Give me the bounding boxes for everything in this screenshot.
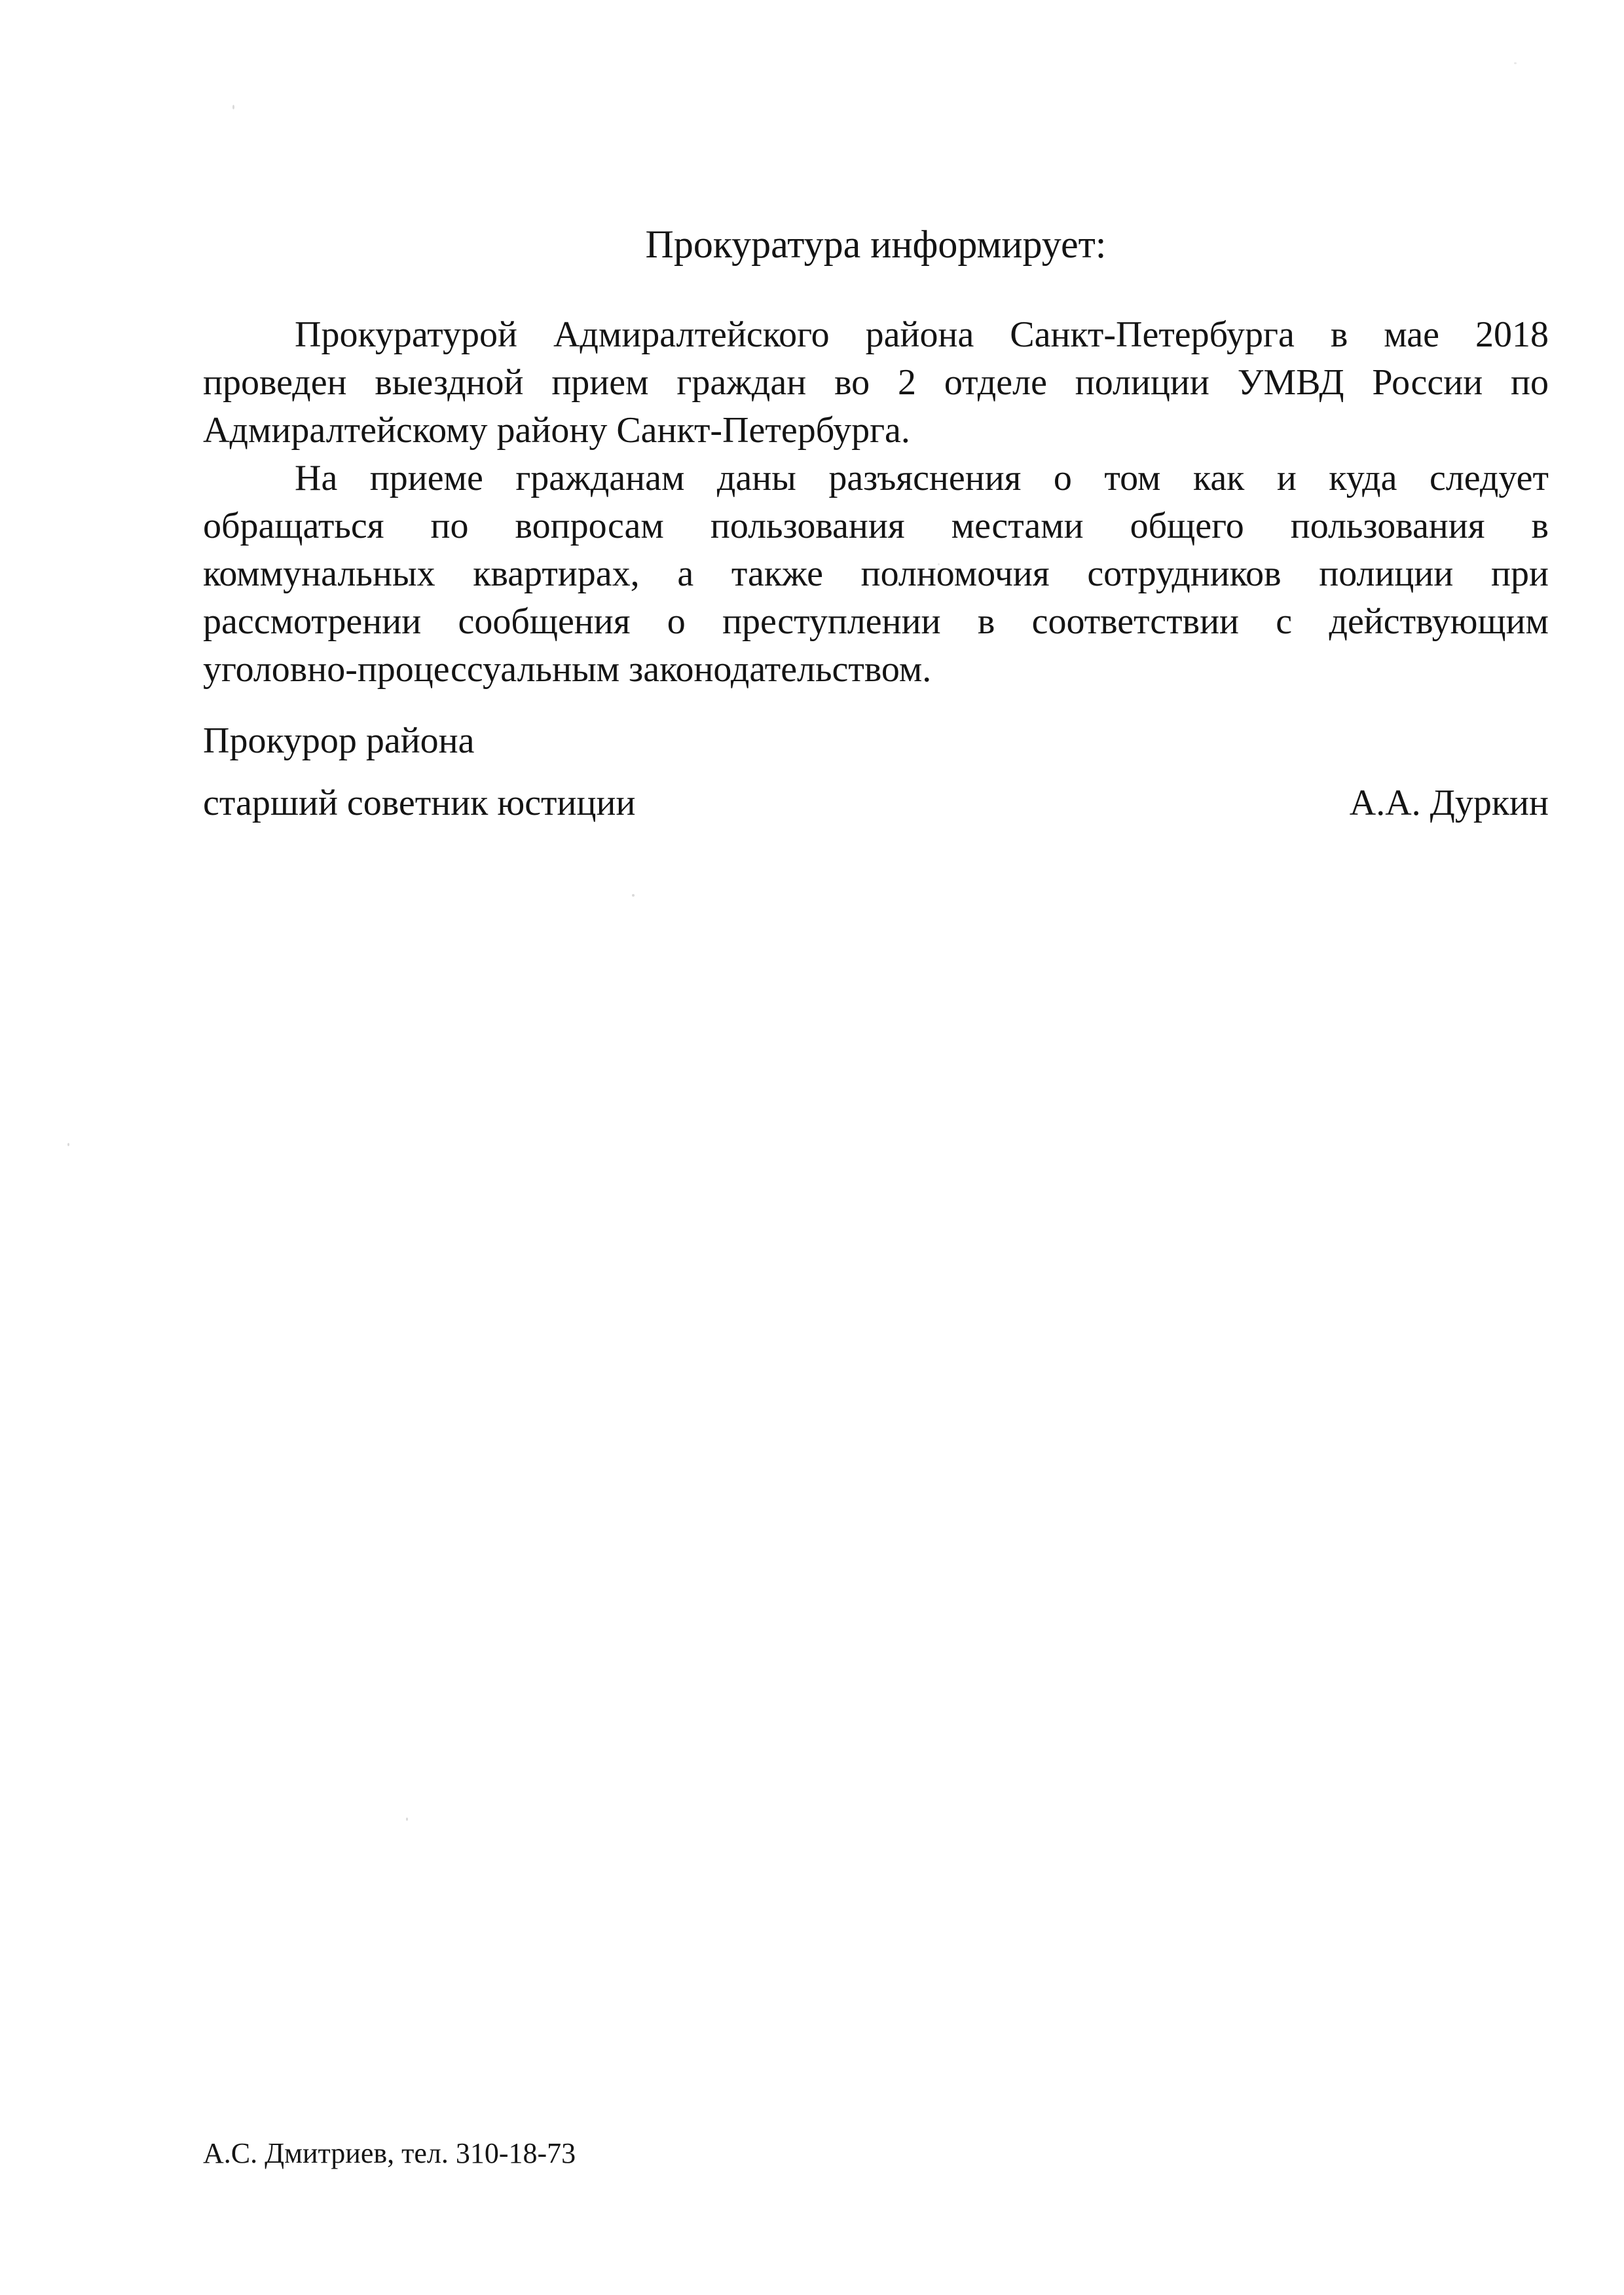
paragraph-2-line-3: коммунальных квартирах, а также полномочия сотрудников полиции при — [203, 553, 1549, 594]
paragraph-2-line-5: уголовно-процессуальным законодательством. — [203, 649, 932, 690]
paragraph-2-line-1: На приеме гражданам даны разъяснения о том как и куда следует — [295, 458, 1549, 498]
scan-speckle — [632, 894, 635, 897]
paragraph-1-line-2: проведен выездной прием граждан во 2 отделе полиции УМВД России по — [203, 362, 1549, 403]
scan-speckle — [406, 1818, 408, 1821]
paragraph-2 — [203, 455, 1549, 694]
signature-name: А.А. Дуркин — [1349, 783, 1549, 823]
document-title: Прокуратура информирует: — [645, 223, 1107, 266]
signature-position-line2: старший советник юстиции — [203, 783, 636, 823]
signature-row — [203, 779, 1549, 827]
scan-speckle — [1514, 62, 1517, 64]
paragraph-1-line-1: Прокуратурой Адмиралтейского района Санкт-Петербурга в мае 2018 — [295, 314, 1549, 355]
signature-position-line1: Прокурор района — [203, 720, 475, 761]
scan-speckle — [232, 105, 234, 109]
document-body — [203, 0, 1549, 827]
paragraph-1 — [203, 311, 1549, 455]
scan-speckle — [938, 563, 940, 565]
paragraph-1-line-3: Адмиралтейскому району Санкт-Петербурга. — [203, 410, 910, 451]
scan-speckle — [67, 1143, 69, 1146]
paragraph-2-line-4: рассмотрении сообщения о преступлении в соответствии с действующим — [203, 601, 1549, 642]
paragraph-2-line-2: обращаться по вопросам пользования местами общего пользования в — [203, 506, 1549, 546]
footer-contact: А.С. Дмитриев, тел. 310-18-73 — [203, 2137, 576, 2169]
